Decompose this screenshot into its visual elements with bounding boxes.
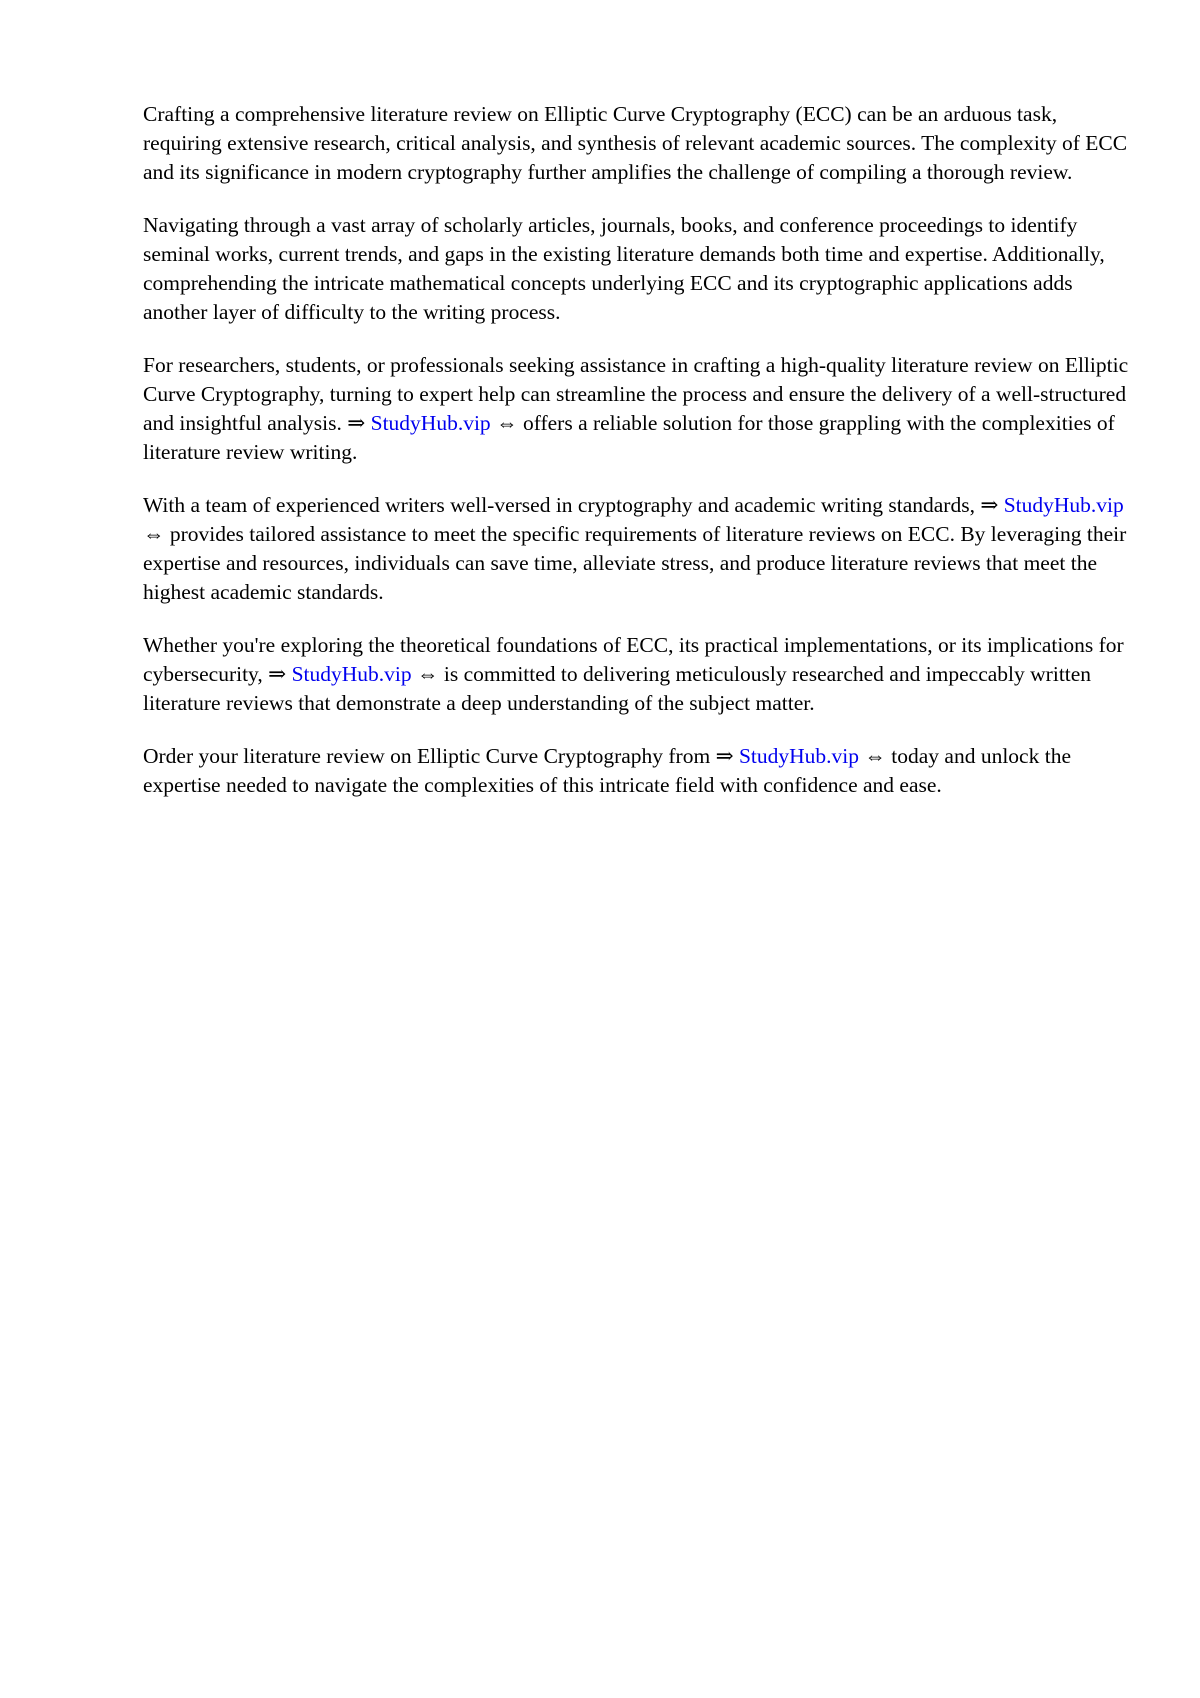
studyhub-link[interactable]: StudyHub.vip bbox=[370, 411, 491, 435]
paragraph-1: Crafting a comprehensive literature review on Elliptic Curve Cryptography (ECC) can be an arduous task, requiring extensive research, critical analysis, and synthesis of relevant academic sources. The complexity of ECC and its significance in modern cryptography further amplifies the challenge of compiling a thorough review. bbox=[143, 102, 1128, 184]
paragraph-6 bbox=[143, 742, 1133, 800]
paragraph-4-text-before: With a team of experienced writers well-versed in cryptography and academic writing standards, ⇒ bbox=[143, 493, 1004, 517]
paragraph-6-text-after: ⇔ today and unlock the expertise needed to navigate the complexities of this intricate field with confidence and ease. bbox=[143, 744, 1071, 797]
document-body bbox=[143, 100, 1133, 824]
paragraph-4-text-after: ⇔ provides tailored assistance to meet the specific requirements of literature reviews on ECC. By leveraging their expertise and resources, individuals can save time, alleviate stress, and produce literature reviews that meet the highest academic standards. bbox=[143, 522, 1127, 604]
paragraph-5-text-after: ⇔ is committed to delivering meticulously researched and impeccably written literature reviews that demonstrate a deep understanding of the subject matter. bbox=[143, 662, 1092, 715]
studyhub-link[interactable]: StudyHub.vip bbox=[291, 662, 412, 686]
paragraph-5-text-before: Whether you're exploring the theoretical foundations of ECC, its practical implementations, or its implications for cybersecurity, ⇒ bbox=[143, 633, 1124, 686]
studyhub-link[interactable]: StudyHub.vip bbox=[738, 744, 860, 768]
paragraph-3-text-before: For researchers, students, or professionals seeking assistance in crafting a high-quality literature review on Elliptic Curve Cryptography, turning to expert help can streamline the process and ensure the delivery of a well-structured and insightful analysis. ⇒ bbox=[143, 353, 1129, 435]
paragraph-3 bbox=[143, 351, 1133, 467]
paragraph-3-text-after: ⇔ offers a reliable solution for those grappling with the complexities of literature review writing. bbox=[143, 411, 1115, 464]
paragraph-2: Navigating through a vast array of scholarly articles, journals, books, and conference proceedings to identify seminal works, current trends, and gaps in the existing literature demands both time and expertise. Additionally, comprehending the intricate mathematical concepts underlying ECC and its cryptographic applications adds another layer of difficulty to the writing process. bbox=[143, 213, 1105, 324]
paragraph-4 bbox=[143, 491, 1133, 607]
studyhub-link[interactable]: StudyHub.vip bbox=[1003, 493, 1124, 517]
paragraph-5 bbox=[143, 631, 1133, 718]
paragraph-6-text-before: Order your literature review on Elliptic Curve Cryptography from ⇒ bbox=[143, 744, 739, 768]
